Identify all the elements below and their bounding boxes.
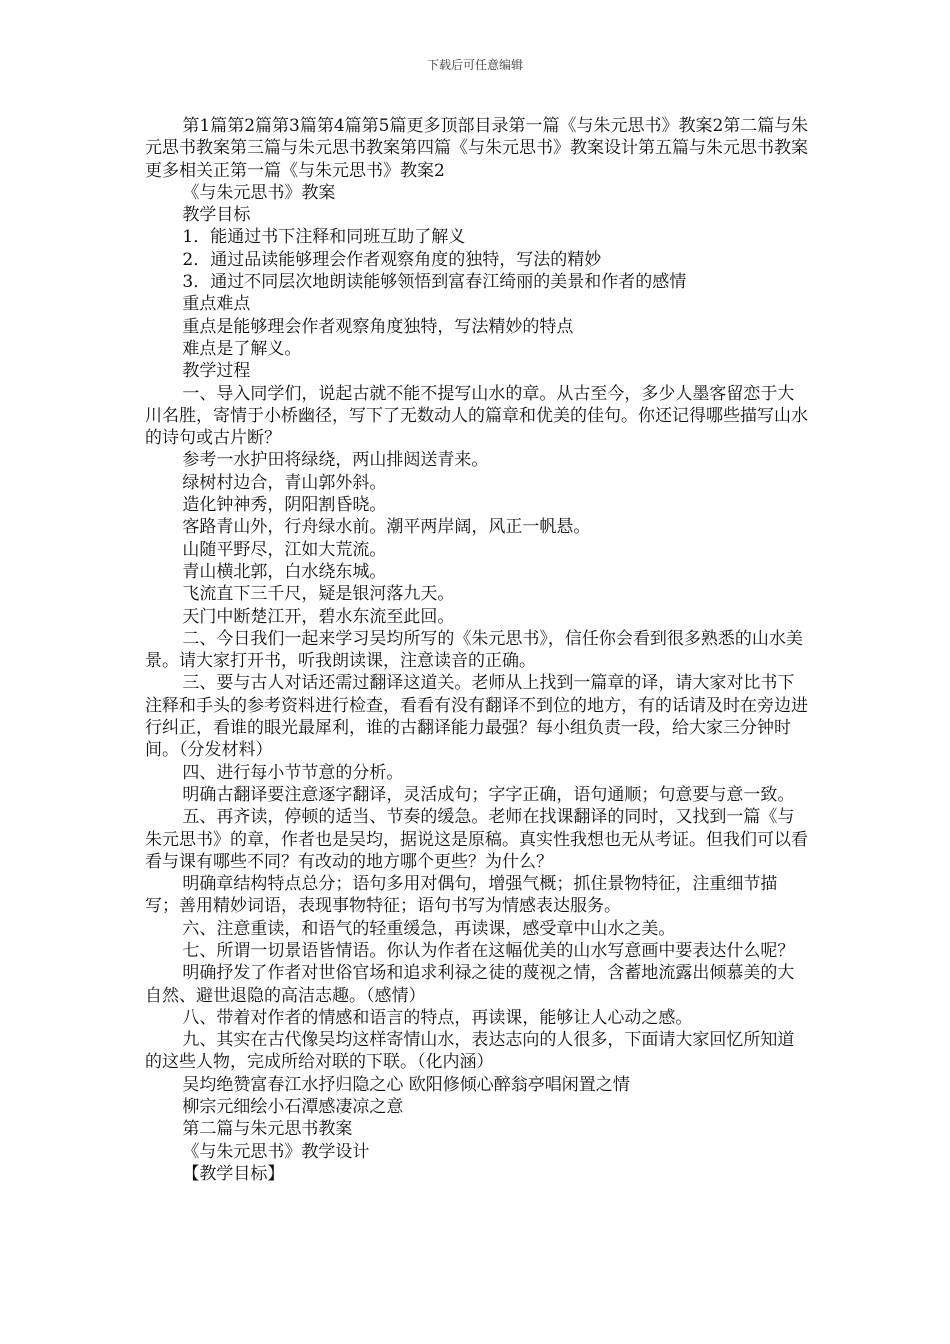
paragraph: 明确章结构特点总分；语句多用对偶句，增强气概；抓住景物特征，注重细节描写；善用精妙词语，表现事物特征；语句书写为情感表达服务。 — [145, 874, 778, 917]
paragraph: 难点是了解义。 — [182, 338, 302, 359]
paragraph: 【教学目标】 — [182, 1163, 285, 1184]
paragraph: 第1篇第2篇第3篇第4篇第5篇更多顶部目录第一篇《与朱元思书》教案2第二篇与朱元思书教案第三篇与朱元思书教案第四篇《与朱元思书》教案设计第五篇与朱元思书教案更多相关正第一篇《与朱元思书》教案2 — [145, 116, 809, 181]
paragraph: 重点是能够理会作者观察角度独特，写法精妙的特点 — [182, 316, 574, 337]
paragraph: 四、进行每小节节意的分析。 — [182, 762, 404, 783]
paragraph: 二、今日我们一起来学习吴均所写的《朱元思书》，信任你会看到很多熟悉的山水美景。请大家打开书，听我朗读课，注意读音的正确。 — [145, 628, 803, 672]
paragraph: 飞流直下三千尺，疑是银河落九天。 — [182, 584, 455, 605]
paragraph: 六、注意重读，和语气的轻重缓急，再读课，感受章中山水之美。 — [182, 918, 676, 939]
page-header: 下载后可任意编辑 — [426, 58, 523, 72]
paragraph: 1．能通过书下注释和同班互助了解义 — [182, 227, 466, 248]
paragraph: 教学目标 — [182, 205, 251, 226]
paragraph: 三、要与古人对话还需过翻译这道关。老师从上找到一篇章的译，请大家对比书下注释和手头的参考资料进行检查，看看有没有翻译不到位的地方，有的话请及时在旁边进行纠正，看谁的眼光最犀利，谁的古翻译能力最强？每小组负责一段，给大家三分钟时间。（分发材料） — [145, 673, 808, 761]
paragraph: 明确抒发了作者对世俗官场和追求利禄之徒的蔑视之情，含蓄地流露出倾慕美的大自然、避世退隐的高洁志趣。（感情） — [145, 963, 795, 1006]
paragraph: 重点难点 — [182, 294, 251, 315]
paragraph: 《与朱元思书》教案 — [182, 182, 336, 203]
paragraph: 七、所谓一切景语皆情语。你认为作者在这幅优美的山水写意画中要表达什么呢？ — [182, 940, 795, 961]
paragraph: 山随平野尽，江如大荒流。 — [182, 539, 387, 560]
paragraph: 造化钟神秀，阴阳割昏晓。 — [182, 495, 387, 516]
paragraph: 九、其实在古代像吴均这样寄情山水，表达志向的人很多，下面请大家回忆所知道的这些人物，完成所给对联的下联。（化内涵） — [145, 1030, 795, 1073]
paragraph: 绿树村边合，青山郭外斜。 — [182, 472, 387, 493]
paragraph: 教学过程 — [182, 361, 251, 382]
paragraph: 明确古翻译要注意逐字翻译，灵活成句；字字正确，语句通顺；句意要与意一致。 — [182, 784, 795, 805]
paragraph: 参考一水护田将绿绕，两山排闼送青来。 — [182, 450, 489, 471]
paragraph: 客路青山外，行舟绿水前。潮平两岸阔，风正一帆悬。 — [182, 517, 591, 538]
paragraph: 天门中断楚江开，碧水东流至此回。 — [182, 606, 455, 627]
paragraph: 3．通过不同层次地朗读能够领悟到富春江绮丽的美景和作者的感情 — [182, 272, 687, 293]
paragraph: 五、再齐读，停顿的适当、节奏的缓急。老师在找课翻译的同时，又找到一篇《与朱元思书》的章，作者也是吴均，据说这是原稿。真实性我想也无从考证。但我们可以看看与课有哪些不同？有改动的地方哪个更些？为什么？ — [145, 807, 808, 872]
paragraph: 一、导入同学们，说起古就不能不提写山水的章。从古至今，多少人墨客留恋于大川名胜，寄情于小桥幽径，写下了无数动人的篇章和优美的佳句。你还记得哪些描写山水的诗句或古片断？ — [145, 383, 808, 449]
paragraph: 吴均绝赞富春江水抒归隐之心 欧阳修倾心醉翁亭唱闲置之情 — [182, 1074, 630, 1095]
paragraph: 第二篇与朱元思书教案 — [182, 1119, 353, 1140]
paragraph: 《与朱元思书》教学设计 — [182, 1141, 370, 1162]
document-body — [145, 115, 810, 1185]
paragraph: 2．通过品读能够理会作者观察角度的独特，写法的精妙 — [182, 249, 602, 270]
paragraph: 柳宗元细绘小石潭感凄凉之意 — [182, 1097, 404, 1118]
paragraph: 青山横北郭，白水绕东城。 — [182, 561, 387, 582]
paragraph: 八、带着对作者的情感和语言的特点，再读课，能够让人心动之感。 — [182, 1007, 693, 1028]
